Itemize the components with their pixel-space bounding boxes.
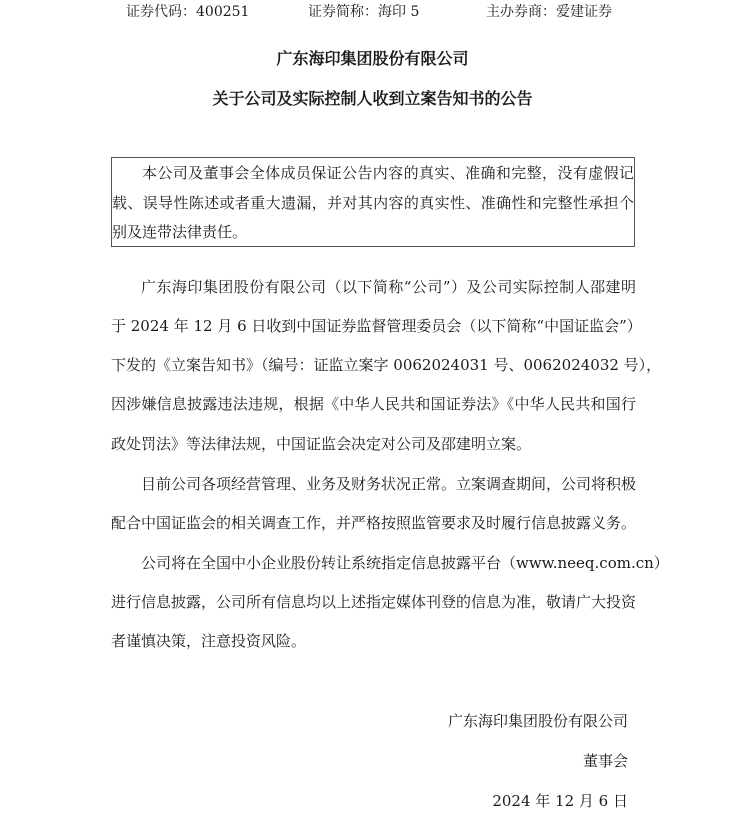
body-line: 因涉嫌信息披露违法违规，根据《中华人民共和国证券法》《中华人民共和国行: [111, 395, 636, 413]
body-line: 下发的《立案告知书》（编号：证监立案字 0062024031 号、0062024032 号），: [111, 356, 662, 374]
disclaimer-line: 本公司及董事会全体成员保证公告内容的真实、准确和完整，没有虚假记: [142, 164, 634, 182]
signature-date: 2024 年 12 月 6 日: [492, 792, 628, 810]
announcement-title: 关于公司及实际控制人收到立案告知书的公告: [212, 89, 533, 108]
body-line: 广东海印集团股份有限公司（以下简称“公司”）及公司实际控制人邵建明: [141, 278, 636, 296]
stock-abbreviation: 证券简称：海印 5: [308, 4, 420, 20]
signature-board: 董事会: [582, 752, 628, 770]
disclaimer-line: 载、误导性陈述或者重大遗漏，并对其内容的真实性、准确性和完整性承担个: [112, 194, 634, 212]
body-line: 于 2024 年 12 月 6 日收到中国证券监督管理委员会（以下简称“中国证监会”）: [111, 317, 642, 335]
body-line: 政处罚法》等法律法规，中国证监会决定对公司及邵建明立案。: [111, 435, 532, 453]
body-line: 者谨慎决策，注意投资风险。: [111, 632, 307, 650]
body-line: 公司将在全国中小企业股份转让系统指定信息披露平台（www.neeq.com.cn）: [141, 554, 669, 572]
disclaimer-box: [111, 157, 635, 247]
stock-code: 证券代码：400251: [126, 4, 250, 20]
body-line: 配合中国证监会的相关调查工作，并严格按照监管要求及时履行信息披露义务。: [111, 514, 637, 532]
company-title: 广东海印集团股份有限公司: [276, 49, 469, 68]
disclaimer-line: 别及连带法律责任。: [112, 223, 248, 241]
sponsor-broker: 主办券商：爱建证券: [486, 4, 612, 20]
signature-company: 广东海印集团股份有限公司: [447, 712, 628, 730]
body-line: 目前公司各项经营管理、业务及财务状况正常。立案调查期间，公司将积极: [141, 475, 637, 493]
body-line: 进行信息披露，公司所有信息均以上述指定媒体刊登的信息为准，敬请广大投资: [111, 593, 637, 611]
document-header: [0, 2, 745, 22]
